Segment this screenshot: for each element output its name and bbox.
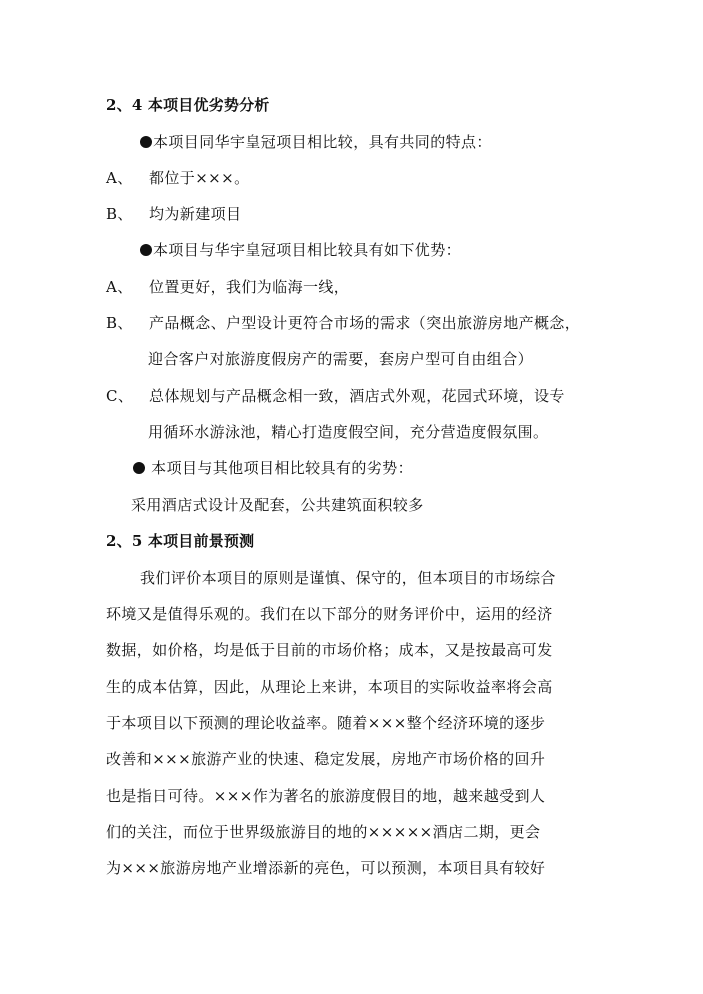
paragraph-line-7: 也是指日可待。×××作为著名的旅游度假目的地，越来越受到人 xyxy=(106,787,546,805)
disadvantage-text: 采用酒店式设计及配套，公共建筑面积较多 xyxy=(131,496,424,514)
paragraph-line-2: 环境又是值得乐观的。我们在以下部分的财务评价中，运用的经济 xyxy=(106,605,553,623)
list-text: 都位于×××。 xyxy=(149,169,250,187)
bullet-dot-icon xyxy=(140,136,152,148)
list-label: A、 xyxy=(106,278,133,296)
list-item-advantage-c-cont: 用循环水游泳池，精心打造度假空间，充分营造度假氛围。 xyxy=(148,423,549,441)
list-label: C、 xyxy=(106,387,134,405)
paragraph-line-1: 我们评价本项目的原则是谨慎、保守的，但本项目的市场综合 xyxy=(140,569,556,587)
list-text: 产品概念、户型设计更符合市场的需求（突出旅游房地产概念， xyxy=(149,314,581,332)
disadvantages-intro: 本项目与其他项目相比较具有的劣势： xyxy=(133,458,413,478)
section-heading-2-4: 2、4 本项目优劣势分析 xyxy=(106,96,270,114)
paragraph-line-3: 数据，如价格，均是低于目前的市场价格；成本，又是按最高可发 xyxy=(106,641,553,659)
paragraph-line-5: 于本项目以下预测的理论收益率。随着×××整个经济环境的逐步 xyxy=(106,714,546,732)
list-label: B、 xyxy=(106,205,133,223)
list-text: 位置更好，我们为临海一线， xyxy=(149,278,350,296)
list-text: 均为新建项目 xyxy=(149,205,242,223)
paragraph-line-6: 改善和×××旅游产业的快速、稳定发展，房地产市场价格的回升 xyxy=(106,750,546,768)
bullet-dot-icon xyxy=(133,462,145,474)
section-heading-2-5: 2、5 本项目前景预测 xyxy=(106,532,255,550)
list-label: A、 xyxy=(106,169,133,187)
advantages-intro: 本项目与华宇皇冠项目相比较具有如下优势： xyxy=(140,240,461,260)
common-features-intro: 本项目同华宇皇冠项目相比较，具有共同的特点： xyxy=(140,132,492,152)
paragraph-line-9: 为×××旅游房地产业增添新的亮色，可以预测，本项目具有较好 xyxy=(106,859,546,877)
bullet-dot-icon xyxy=(140,244,152,256)
paragraph-line-8: 们的关注，而位于世界级旅游目的地的×××××酒店二期，更会 xyxy=(106,823,541,841)
list-item-advantage-b-cont: 迎合客户对旅游度假房产的需要，套房户型可自由组合） xyxy=(148,350,534,368)
paragraph-line-4: 生的成本估算，因此，从理论上来讲，本项目的实际收益率将会高 xyxy=(106,678,553,696)
list-text: 总体规划与产品概念相一致，酒店式外观，花园式环境，设专 xyxy=(149,387,565,405)
list-label: B、 xyxy=(106,314,133,332)
